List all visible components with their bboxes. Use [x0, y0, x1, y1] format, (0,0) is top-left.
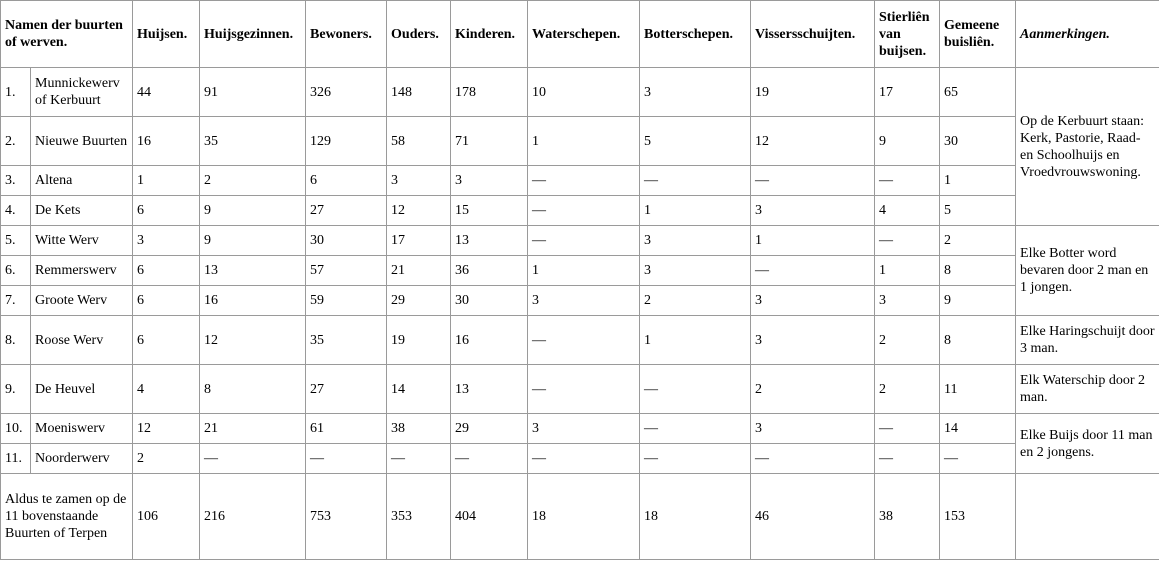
total-botterschepen: 18 — [640, 474, 751, 560]
cell-waterschepen: — — [528, 365, 640, 414]
cell-kinderen: 3 — [451, 166, 528, 196]
row-name: Noorderwerv — [31, 444, 133, 474]
cell-gemeene: 9 — [940, 286, 1016, 316]
header-gemeene: Gemeene buisliên. — [940, 1, 1016, 68]
cell-waterschepen: — — [528, 444, 640, 474]
cell-ouders: 19 — [387, 316, 451, 365]
cell-kinderen: 13 — [451, 365, 528, 414]
row-name: Nieuwe Buurten — [31, 117, 133, 166]
table-row — [1, 414, 1159, 444]
cell-kinderen: 13 — [451, 226, 528, 256]
row-name: Witte Werv — [31, 226, 133, 256]
cell-stierlien: 17 — [875, 68, 940, 117]
header-huijsgezinnen: Huijsgezinnen. — [200, 1, 306, 68]
row-number: 3. — [1, 166, 31, 196]
header-waterschepen: Waterschepen. — [528, 1, 640, 68]
table-row — [1, 117, 1159, 166]
header-huijsen: Huijsen. — [133, 1, 200, 68]
cell-gemeene: 8 — [940, 256, 1016, 286]
cell-huijsen: 3 — [133, 226, 200, 256]
total-vissersschuijten: 46 — [751, 474, 875, 560]
row-number: 9. — [1, 365, 31, 414]
header-ouders: Ouders. — [387, 1, 451, 68]
cell-kinderen: — — [451, 444, 528, 474]
total-ouders: 353 — [387, 474, 451, 560]
table-row — [1, 226, 1159, 256]
cell-gemeene: 8 — [940, 316, 1016, 365]
cell-kinderen: 71 — [451, 117, 528, 166]
cell-huijsgezinnen: 8 — [200, 365, 306, 414]
cell-botterschepen: — — [640, 414, 751, 444]
row-name: Moeniswerv — [31, 414, 133, 444]
cell-kinderen: 30 — [451, 286, 528, 316]
cell-vissersschuijten: 2 — [751, 365, 875, 414]
cell-ouders: — — [387, 444, 451, 474]
total-huijsgezinnen: 216 — [200, 474, 306, 560]
table-row — [1, 166, 1159, 196]
cell-vissersschuijten: 12 — [751, 117, 875, 166]
cell-botterschepen: 3 — [640, 68, 751, 117]
cell-vissersschuijten: 3 — [751, 316, 875, 365]
header-name: Namen der buurten of werven. — [1, 1, 133, 68]
cell-botterschepen: 3 — [640, 256, 751, 286]
row-number: 7. — [1, 286, 31, 316]
remark-cell: Op de Kerbuurt staan: Kerk, Pastorie, Raad- en Schoolhuijs en Vroedvrouwswoning. — [1016, 68, 1159, 226]
cell-ouders: 3 — [387, 166, 451, 196]
cell-stierlien: — — [875, 444, 940, 474]
cell-waterschepen: 10 — [528, 68, 640, 117]
header-kinderen: Kinderen. — [451, 1, 528, 68]
row-number: 11. — [1, 444, 31, 474]
row-number: 6. — [1, 256, 31, 286]
cell-bewoners: 27 — [306, 365, 387, 414]
cell-ouders: 21 — [387, 256, 451, 286]
cell-ouders: 14 — [387, 365, 451, 414]
cell-vissersschuijten: 19 — [751, 68, 875, 117]
row-name: Munnickewerv of Kerbuurt — [31, 68, 133, 117]
cell-gemeene: 1 — [940, 166, 1016, 196]
cell-vissersschuijten: 3 — [751, 286, 875, 316]
cell-vissersschuijten: — — [751, 256, 875, 286]
cell-ouders: 148 — [387, 68, 451, 117]
cell-bewoners: — — [306, 444, 387, 474]
cell-huijsen: 4 — [133, 365, 200, 414]
total-kinderen: 404 — [451, 474, 528, 560]
totals-remark-empty — [1016, 474, 1159, 560]
cell-kinderen: 178 — [451, 68, 528, 117]
table-row — [1, 256, 1159, 286]
cell-vissersschuijten: — — [751, 444, 875, 474]
remark-cell: Elke Botter word bevaren door 2 man en 1 jongen. — [1016, 226, 1159, 316]
cell-waterschepen: — — [528, 316, 640, 365]
cell-huijsgezinnen: 13 — [200, 256, 306, 286]
cell-waterschepen: — — [528, 226, 640, 256]
cell-waterschepen: 1 — [528, 117, 640, 166]
cell-bewoners: 59 — [306, 286, 387, 316]
cell-huijsen: 16 — [133, 117, 200, 166]
cell-bewoners: 57 — [306, 256, 387, 286]
remark-cell: Elke Buijs door 11 man en 2 jongens. — [1016, 414, 1159, 474]
table-row — [1, 286, 1159, 316]
cell-waterschepen: 1 — [528, 256, 640, 286]
cell-kinderen: 29 — [451, 414, 528, 444]
cell-stierlien: 2 — [875, 316, 940, 365]
header-botterschepen: Botterschepen. — [640, 1, 751, 68]
cell-stierlien: 3 — [875, 286, 940, 316]
cell-huijsen: 44 — [133, 68, 200, 117]
cell-bewoners: 30 — [306, 226, 387, 256]
cell-huijsgezinnen: 21 — [200, 414, 306, 444]
cell-bewoners: 326 — [306, 68, 387, 117]
header-remarks: Aanmerkingen. — [1016, 1, 1159, 68]
cell-huijsen: 6 — [133, 256, 200, 286]
row-name: Groote Werv — [31, 286, 133, 316]
cell-kinderen: 15 — [451, 196, 528, 226]
header-row — [1, 1, 1159, 68]
cell-huijsgezinnen: 12 — [200, 316, 306, 365]
table-row — [1, 444, 1159, 474]
cell-huijsgezinnen: 9 — [200, 226, 306, 256]
cell-huijsen: 6 — [133, 196, 200, 226]
total-stierlien: 38 — [875, 474, 940, 560]
cell-gemeene: 14 — [940, 414, 1016, 444]
cell-huijsen: 6 — [133, 316, 200, 365]
cell-gemeene: 5 — [940, 196, 1016, 226]
header-bewoners: Bewoners. — [306, 1, 387, 68]
cell-ouders: 38 — [387, 414, 451, 444]
row-name: Remmerswerv — [31, 256, 133, 286]
cell-botterschepen: 5 — [640, 117, 751, 166]
cell-huijsgezinnen: — — [200, 444, 306, 474]
row-name: Altena — [31, 166, 133, 196]
cell-botterschepen: 1 — [640, 196, 751, 226]
total-waterschepen: 18 — [528, 474, 640, 560]
cell-waterschepen: 3 — [528, 286, 640, 316]
table-row — [1, 365, 1159, 414]
cell-bewoners: 61 — [306, 414, 387, 444]
cell-botterschepen: — — [640, 166, 751, 196]
cell-waterschepen: — — [528, 196, 640, 226]
total-bewoners: 753 — [306, 474, 387, 560]
cell-bewoners: 129 — [306, 117, 387, 166]
cell-waterschepen: 3 — [528, 414, 640, 444]
cell-botterschepen: 3 — [640, 226, 751, 256]
cell-huijsgezinnen: 16 — [200, 286, 306, 316]
cell-vissersschuijten: 3 — [751, 414, 875, 444]
cell-huijsgezinnen: 35 — [200, 117, 306, 166]
cell-ouders: 17 — [387, 226, 451, 256]
cell-bewoners: 35 — [306, 316, 387, 365]
cell-ouders: 29 — [387, 286, 451, 316]
cell-gemeene: — — [940, 444, 1016, 474]
cell-stierlien: — — [875, 226, 940, 256]
cell-gemeene: 30 — [940, 117, 1016, 166]
table-row — [1, 68, 1159, 117]
row-number: 2. — [1, 117, 31, 166]
row-number: 8. — [1, 316, 31, 365]
cell-huijsen: 6 — [133, 286, 200, 316]
cell-vissersschuijten: — — [751, 166, 875, 196]
totals-row — [1, 474, 1159, 560]
cell-bewoners: 27 — [306, 196, 387, 226]
table-row — [1, 196, 1159, 226]
cell-vissersschuijten: 1 — [751, 226, 875, 256]
cell-gemeene: 65 — [940, 68, 1016, 117]
row-name: De Heuvel — [31, 365, 133, 414]
cell-huijsgezinnen: 2 — [200, 166, 306, 196]
table-row — [1, 316, 1159, 365]
cell-huijsen: 12 — [133, 414, 200, 444]
row-name: Roose Werv — [31, 316, 133, 365]
cell-gemeene: 11 — [940, 365, 1016, 414]
total-huijsen: 106 — [133, 474, 200, 560]
cell-botterschepen: — — [640, 444, 751, 474]
cell-kinderen: 36 — [451, 256, 528, 286]
header-vissersschuijten: Vissersschuijten. — [751, 1, 875, 68]
cell-ouders: 58 — [387, 117, 451, 166]
cell-huijsen: 2 — [133, 444, 200, 474]
cell-botterschepen: 2 — [640, 286, 751, 316]
cell-stierlien: — — [875, 166, 940, 196]
cell-stierlien: — — [875, 414, 940, 444]
row-name: De Kets — [31, 196, 133, 226]
row-number: 4. — [1, 196, 31, 226]
remark-cell: Elke Haringschuijt door 3 man. — [1016, 316, 1159, 365]
cell-stierlien: 1 — [875, 256, 940, 286]
cell-huijsgezinnen: 9 — [200, 196, 306, 226]
cell-vissersschuijten: 3 — [751, 196, 875, 226]
cell-huijsen: 1 — [133, 166, 200, 196]
cell-bewoners: 6 — [306, 166, 387, 196]
row-number: 1. — [1, 68, 31, 117]
header-stierlien: Stierliên van buijsen. — [875, 1, 940, 68]
cell-gemeene: 2 — [940, 226, 1016, 256]
cell-waterschepen: — — [528, 166, 640, 196]
cell-stierlien: 9 — [875, 117, 940, 166]
total-gemeene: 153 — [940, 474, 1016, 560]
cell-ouders: 12 — [387, 196, 451, 226]
row-number: 5. — [1, 226, 31, 256]
row-number: 10. — [1, 414, 31, 444]
cell-huijsgezinnen: 91 — [200, 68, 306, 117]
totals-label: Aldus te zamen op de 11 bovenstaande Buurten of Terpen — [1, 474, 133, 560]
cell-stierlien: 4 — [875, 196, 940, 226]
remark-cell: Elk Waterschip door 2 man. — [1016, 365, 1159, 414]
cell-botterschepen: 1 — [640, 316, 751, 365]
cell-kinderen: 16 — [451, 316, 528, 365]
cell-stierlien: 2 — [875, 365, 940, 414]
cell-botterschepen: — — [640, 365, 751, 414]
